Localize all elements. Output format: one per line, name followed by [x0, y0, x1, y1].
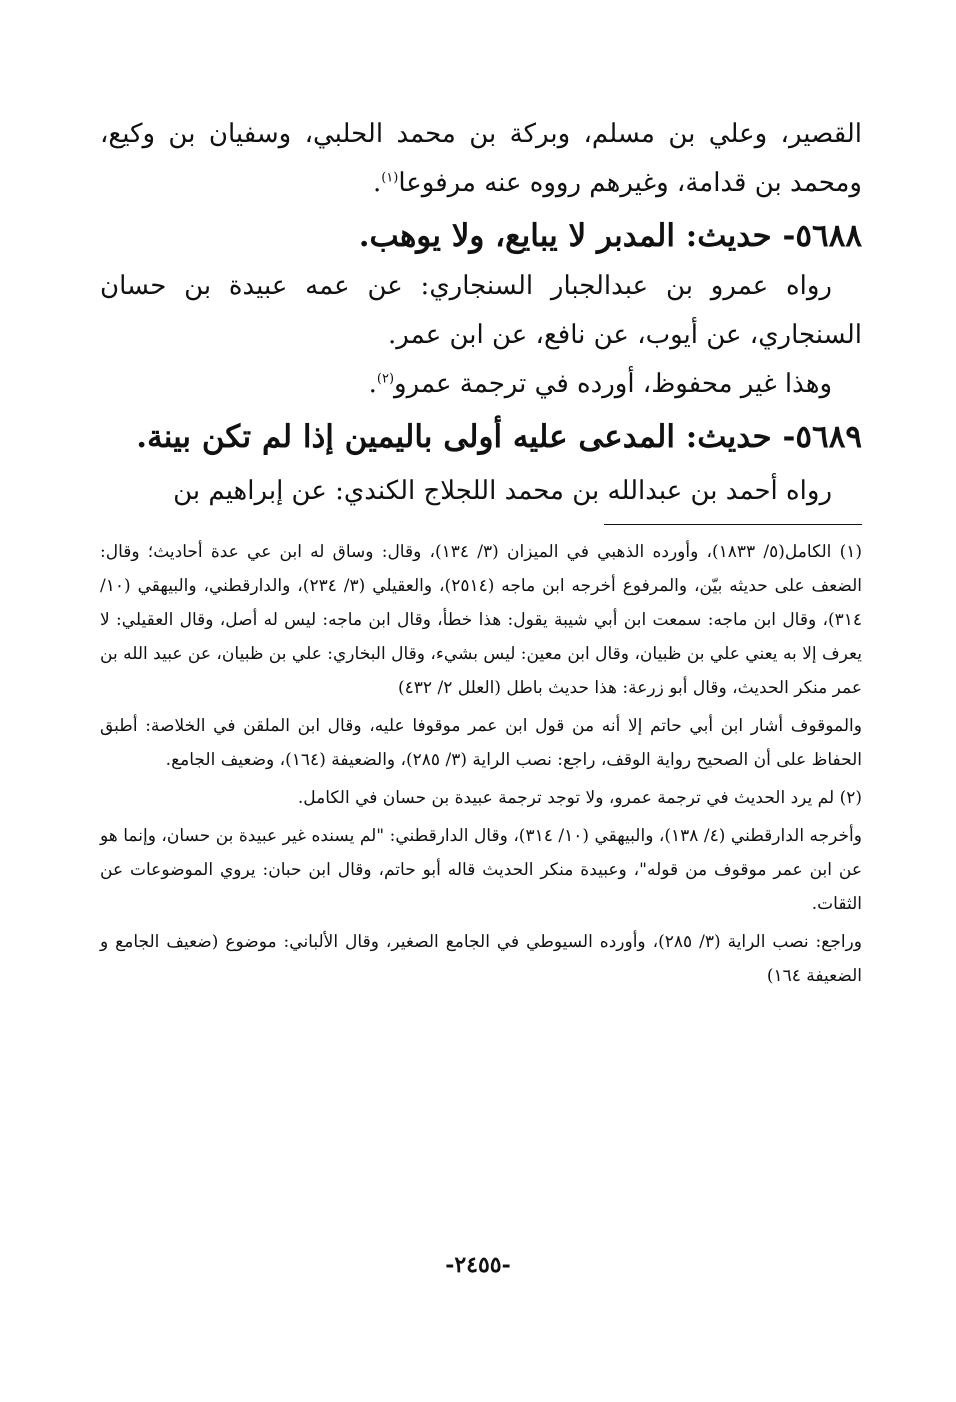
footnote-2: (٢) لم يرد الحديث في ترجمة عمرو، ولا توجد ترجمة عبيدة بن حسان في الكامل.	[297, 788, 862, 808]
para1-end: .	[372, 168, 382, 198]
main-paragraph-narration-5689: رواه أحمد بن عبدالله بن محمد اللجلاج الكندي: عن إبراهيم بن	[173, 476, 832, 506]
footnote-2-reference: وراجع: نصب الراية (٣/ ٢٨٥)، وأورده السيوطي في الجامع الصغير، وقال الألباني: موضوع (ضعيف الجامع و الضعيفة ١٦٤)	[100, 932, 862, 986]
footnote-2-continuation: وأخرجه الدارقطني (٤/ ١٣٨)، والبيهقي (١٠/ ٣١٤)، وقال الدارقطني: "لم يسنده غير عبيدة بن حسان، وإنما هو عن ابن عمر موقوف من قوله"، وعبيدة منكر الحديث قاله أبو حاتم، وقال ابن حبان: يروي الموضوعات عن الثقات.	[100, 826, 862, 914]
footnote-ref-1[interactable]: (١)	[381, 170, 399, 186]
hadith-heading-5689: ٥٦٨٩- حديث: المدعى عليه أولى باليمين إذا لم تكن بينة.	[136, 419, 862, 455]
main-text	[100, 110, 862, 516]
footnote-separator	[604, 524, 862, 525]
footnote-1: (١) الكامل(٥/ ١٨٣٣)، وأورده الذهبي في الميزان (٣/ ١٣٤)، وقال: وساق له ابن عي عدة أحاديث؛ وقال: الضعف على حديثه بيّن، والمرفوع أخرجه ابن ماجه (٢٥١٤)، والعقيلي (٣/ ٢٣٤)، والدارقطني، والبيهقي (١٠/ ٣١٤)، وقال ابن ماجه: سمعت ابن أبي شيبة يقول: هذا خطأ، وقال ابن ماجه: ليس له أصل، وقال العقيلي: لا يعرف إلا به يعني علي بن ظبيان، وقال ابن معين: ليس بشيء، وقال البخاري: علي بن ظبيان، عن عبيد الله بن عمر منكر الحديث، وقال أبو زرعة: هذا حديث باطل (العلل ٢/ ٤٣٢)	[100, 542, 862, 698]
page-number: -٢٤٥٥-	[445, 1252, 511, 1278]
hadith-heading-5688: ٥٦٨٨- حديث: المدبر لا يبايع، ولا يوهب.	[358, 218, 862, 254]
footnotes	[100, 535, 862, 993]
main-paragraph-remark-5688	[100, 360, 862, 409]
footnote-ref-2[interactable]: (٢)	[376, 371, 395, 387]
para3-end: .	[368, 369, 377, 399]
footnote-1-continuation: والموقوف أشار ابن أبي حاتم إلا أنه من قول ابن عمر موقوفا عليه، وقال ابن الملقن في الخلاصة: أطبق الحفاظ على أن الصحيح رواية الوقف، راجع: نصب الراية (٣/ ٢٨٥)، والضعيفة (١٦٤)، وضعيف الجامع.	[100, 716, 862, 770]
main-paragraph-continuation	[100, 110, 862, 208]
para3-text: وهذا غير محفوظ، أورده في ترجمة عمرو	[394, 369, 832, 399]
para1-text: القصير، وعلي بن مسلم، وبركة بن محمد الحلبي، وسفيان بن وكيع، ومحمد بن قدامة، وغيرهم رووه عنه مرفوعا	[100, 119, 862, 198]
main-paragraph-narration-5688: رواه عمرو بن عبدالجبار السنجاري: عن عمه عبيدة بن حسان السنجاري، عن أيوب، عن نافع، عن ابن عمر.	[100, 271, 862, 350]
book-page	[100, 110, 862, 1370]
